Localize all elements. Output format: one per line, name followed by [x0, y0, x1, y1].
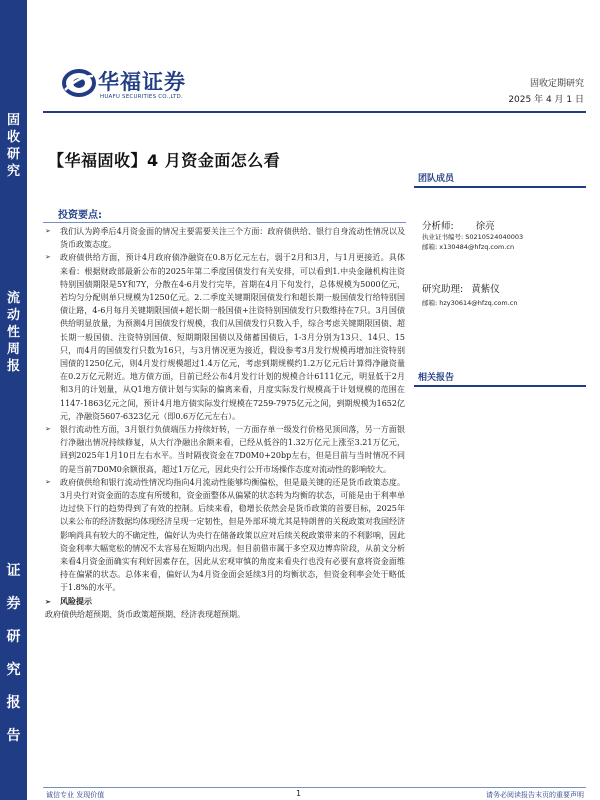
sidebar-label-category [0, 112, 27, 180]
bullet-paragraph [45, 251, 405, 423]
sidebar-char: 证 [6, 563, 21, 579]
sidebar-char: 券 [6, 596, 21, 612]
sidebar-char: 性 [6, 325, 20, 340]
logo-mark-icon [62, 68, 96, 98]
page-number: 1 [296, 789, 302, 798]
header-divider [43, 111, 586, 113]
team-divider [414, 186, 586, 188]
bullet-paragraph [45, 423, 405, 476]
key-points-divider [43, 222, 406, 223]
key-points-heading: 投资要点: [58, 210, 102, 221]
document-date: 2025 年 4 月 1 日 [508, 95, 584, 105]
analyst-role-line [422, 218, 523, 232]
sidebar-char: 流 [6, 291, 20, 306]
related-reports-heading: 相关报告 [418, 373, 455, 383]
sidebar-char: 报 [6, 695, 21, 711]
sidebar-char: 周 [6, 342, 20, 357]
company-logo [62, 66, 212, 106]
sidebar-char: 究 [6, 164, 20, 179]
key-points-body [45, 225, 405, 621]
risk-heading-row [45, 595, 405, 608]
sidebar-char: 告 [6, 728, 21, 744]
bullet-text: 政府债供给方面，预计4月政府债净融资在0.8万亿元左右，弱于2月和3月，与1月更接近。具体来看：根据财政部最新公布的2025年第二季度国债发行有关安排，可以看到1.中央金融机构注资特别国债期限是5Y和7Y，分散在4-6月发行完毕，首期在4月下旬发行，总体规模为5000亿元，若均匀分配则单只规模为1250亿元。2.二季度关键期限国债发行和超长期一般国债发行给特别国债让路，4-6月每月关键期限国债+超长期一般国债+注资特别国债发行只数维持在7只。3月国债供给明显放量，为预测4月国债发行规模，我们从国债发行只数入手，综合考虑关键期限国债、超长期一般国债、注资特别国债、短期期限国债以及储蓄国债后，1-3月分别为13只、14只、15只，而4月的国债发行只数为16只，与3月情况更为接近，假设参考3月发行规模再增加注资特别国债的1250亿元，则4月发行规模超过1.4万亿元，考虑到期规模约1.2万亿元后计算得净融资量在0.2万亿元附近。地方债方面，目前已经公布4月发行计划的规模合计6111亿元，明显低于2月和3月的计划量，从Q1地方债计划与实际的偏离来看，月度实际发行规模高于计划规模的范围在1147-1863亿元之间，预计4月地方债实际发行规模在7259-7975亿元之间，到期规模为1652亿元，净融资5607-6323亿元（即0.6万亿元左右）。 [60, 253, 405, 421]
footer-divider [43, 787, 586, 788]
sidebar [0, 0, 27, 800]
document-type: 固收定期研究 [529, 79, 584, 89]
risk-text: 政府债供给超预期、货币政策超预期、经济表现超预期。 [45, 609, 245, 619]
analyst-role: 分析师: [422, 221, 454, 232]
bullet-text: 我们认为跨季后4月资金面的情况主要需要关注三个方面：政府债供给、银行自身流动性情况以及货币政策态度。 [60, 227, 405, 250]
bullet-paragraph [45, 476, 405, 595]
report-title: 【华福固收】4 月资金面怎么看 [48, 151, 281, 170]
analyst-email[interactable]: 邮箱: hzy30614@hfzq.com.cn [422, 299, 518, 307]
sidebar-label-report-type [0, 555, 27, 753]
sidebar-char: 研 [6, 147, 20, 162]
team-heading: 团队成员 [418, 174, 455, 184]
footer-disclaimer: 请务必阅读报告末页的重要声明 [486, 791, 584, 799]
analyst-role: 研究助理: [422, 284, 464, 295]
analyst-name: 徐亮 [475, 221, 495, 232]
analyst-name: 黄紫仪 [471, 284, 500, 295]
bullet-arrow-icon: ➢ [45, 227, 51, 235]
bullet-text: 银行流动性方面，3月银行负债端压力持续好转，一方面存单一级发行价格见顶回落，另一方面银行净融出情况持续修复，从大行净融出余额来看，已经从低谷的1.32万亿元上涨至3.21万亿元，回到2025年1月10日左右水平。当时隔夜资金在7D0M0+20bp左右，但是目前与当时情况不同的是当前7D0M0余额很高，超过1万亿元，因此央行公开市场操作态度对流动性的影响较大。 [60, 425, 405, 474]
bullet-arrow-icon: ➢ [45, 596, 51, 606]
bullet-paragraph [45, 225, 405, 251]
sidebar-char: 收 [6, 130, 20, 145]
analyst-card [422, 281, 517, 308]
sidebar-char: 固 [6, 113, 20, 128]
footer-slogan: 诚信专业 发现价值 [46, 791, 105, 799]
sidebar-char: 报 [6, 359, 20, 374]
analyst-card [422, 218, 523, 252]
sidebar-label-series [0, 290, 27, 375]
analyst-cert: 执业证书编号: S0210524040003 [422, 233, 524, 241]
risk-heading: 风险提示 [60, 595, 92, 606]
bullet-arrow-icon: ➢ [45, 253, 51, 262]
sidebar-char: 动 [6, 308, 20, 323]
sidebar-char: 究 [6, 662, 21, 678]
related-divider [414, 385, 586, 387]
sidebar-char: 研 [6, 629, 21, 645]
analyst-role-line [422, 281, 517, 295]
logo-text-en: HUAFU SECURITIES CO.,LTD. [100, 94, 183, 100]
bullet-arrow-icon: ➢ [45, 425, 51, 434]
bullet-text: 政府债供给和银行流动性情况均指向4月流动性能够均衡偏松，但是最关键的还是货币政策态度。3月央行对资金面的态度有所缓和，资金面整体从偏紧的状态转为均衡的状态，可能是由于利率单边过快下行的趋势得到了有效的控制。后续来看，稳增长依然会是货币政策的首要目标，2025年以来公布的经济数据均体现经济呈现一定韧性，但是外部环境尤其是特朗普的关税政策对我国经济影响尚具有较大的不确定性，偏好认为央行在储备政策以应对后续关税政策带来的不利影响，因此资金利率大幅宽松的情况不太容易在短期内出现。但目前借市属于多空双边博弈阶段，从前文分析来看4月资金面确实有利好因素存在，因此从宏观审慎的角度来看央行也没有必要有意将资金面维持在偏紧的状态。总体来看，偏好认为4月资金面会延续3月的均衡状态，但资金利率会处于略低于1.8%的水平。 [60, 477, 405, 593]
logo-text-cn: 华福证券 [98, 70, 186, 94]
analyst-email[interactable]: 邮箱: x130484@hfzq.com.cn [422, 243, 515, 251]
bullet-arrow-icon: ➢ [45, 477, 51, 486]
